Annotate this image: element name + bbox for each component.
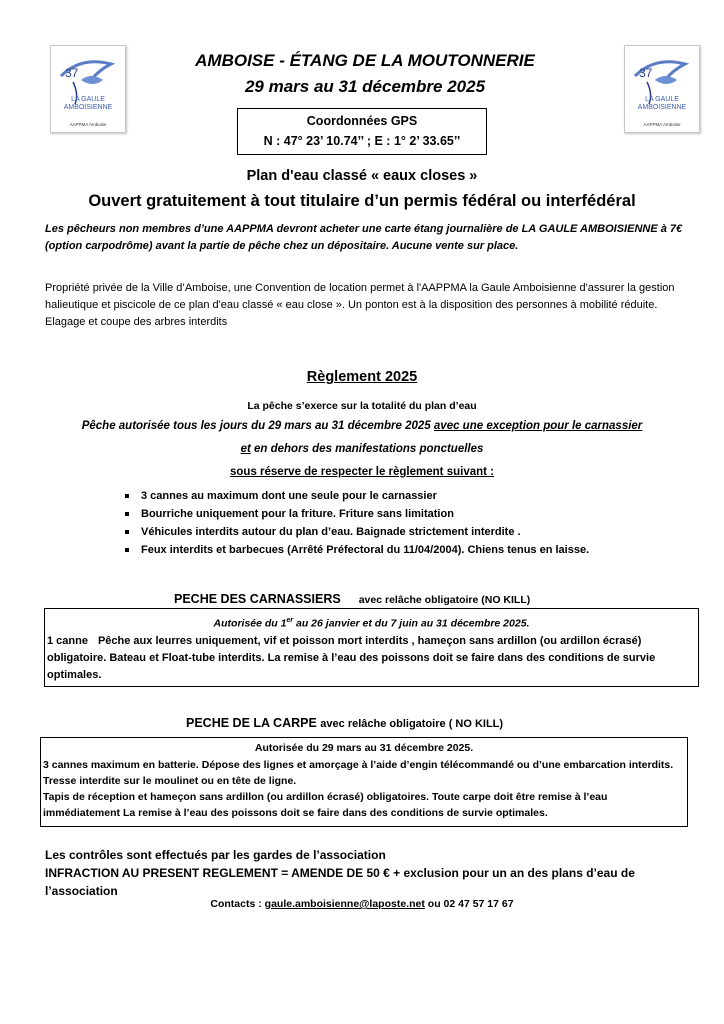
list-item: Véhicules interdits autour du plan d’eau. Baignade strictement interdite . (122, 523, 589, 541)
logo-name-line1: LA GAULE (645, 96, 679, 103)
list-item: Feux interdits et barbecues (Arrêté Préfectoral du 11/04/2004). Chiens tenus en laisse. (122, 541, 589, 559)
list-item: Bourriche uniquement pour la friture. Friture sans limitation (122, 505, 589, 523)
fish-logo-icon (625, 46, 699, 132)
list-item: 3 cannes au maximum dont une seule pour le carnassier (122, 487, 589, 505)
carpe-text2: Tapis de réception et hameçon sans ardillon (ou ardillon écrasé) obligatoires. Toute carpe doit être remise à l’eau immédiatement La remise à l’eau des poissons doit se faire dans des conditions de survie optimales. (43, 791, 608, 819)
logo-right (624, 45, 700, 133)
fish-logo-icon (51, 46, 125, 132)
logo-name-line2: AMBOISIENNE (637, 104, 687, 111)
page-dates: 29 mars au 31 décembre 2025 (244, 77, 486, 96)
gps-label: Coordonnées GPS (306, 114, 418, 128)
carpe-text1: 3 cannes maximum en batterie. Dépose des lignes et amorçage à l’aide d’engin télécommandé ou d’une embarcation interdits. Tresse interdite sur le moulinet ou en tête de ligne. (43, 759, 674, 787)
carnassiers-box (44, 608, 699, 687)
logo-number: 37 (65, 66, 79, 80)
heading-eaux-closes: Plan d'eau classé « eaux closes » (246, 168, 478, 184)
gps-value: N : 47° 23’ 10.74’’ ; E : 1° 2’ 33.65’’ (263, 134, 461, 148)
page-title: AMBOISE - ÉTANG DE LA MOUTONNERIE (195, 51, 535, 70)
carpe-title: PECHE DE LA CARPE avec relâche obligatoire ( NO KILL) (186, 716, 504, 730)
gps-box (237, 108, 487, 155)
reglement-title: Règlement 2025 (306, 369, 418, 385)
intro-paragraph: Propriété privée de la Ville d’Amboise, une Convention de location permet à l'AAPPMA la Gaule Amboisienne d'assurer la gestion halieutique et piscicole de ce plan d'eau classé « eau close ». Un ponton est à la disposition des personnes à mobilité réduite. Elagage et coupe des arbres interdits (45, 282, 675, 328)
logo-name-line2: AMBOISIENNE (63, 104, 113, 111)
logo-caption: AAPPMA Amboise (69, 122, 107, 127)
infraction-text: INFRACTION AU PRESENT REGLEMENT = AMENDE DE 50 € + exclusion pour un an des plans d’eau de l’association (45, 866, 635, 898)
contacts: Contacts : gaule.amboisienne@laposte.net ou 02 47 57 17 67 (210, 898, 514, 910)
carpe-period: Autorisée du 29 mars au 31 décembre 2025. (254, 742, 474, 754)
carnassiers-period: Autorisée du 1er au 26 janvier et du 7 juin au 31 décembre 2025. (213, 617, 530, 630)
email-link[interactable]: gaule.amboisienne@laposte.net (264, 898, 425, 910)
logo-caption: AAPPMA Amboise (643, 122, 681, 127)
logo-name-line1: LA GAULE (71, 96, 105, 103)
carnassiers-text: 1 canne Pêche aux leurres uniquement, vif et poisson mort interdits , hameçon sans ardillon (ou ardillon écrasé) obligatoire. Bateau et Float-tube interdits. La remise à l’eau des poissons doit se faire dans des conditions de survie optimales. (47, 634, 656, 681)
logo-left (50, 45, 126, 133)
reglement-line1: La pêche s’exerce sur la totalité du plan d’eau (247, 400, 477, 412)
heading-ouvert: Ouvert gratuitement à tout titulaire d’un permis fédéral ou interfédéral (88, 192, 636, 210)
notice-non-members: Les pêcheurs non membres d’une AAPPMA devront acheter une carte étang journalière de LA GAULE AMBOISIENNE à 7€ (option carpodrôme) avant la partie de pêche chez un dépositaire. Aucune vente sur place. (45, 223, 683, 252)
reglement-line4: sous réserve de respecter le règlement suivant : (230, 466, 494, 478)
reglement-line3: et en dehors des manifestations ponctuelles (240, 443, 484, 455)
rules-list (122, 487, 589, 559)
carnassiers-title: PECHE DES CARNASSIERS avec relâche obligatoire (NO KILL) (174, 592, 531, 606)
logo-number: 37 (639, 66, 653, 80)
reglement-line2: Pêche autorisée tous les jours du 29 mars au 31 décembre 2025 avec une exception pour le carnassier (81, 420, 643, 432)
carpe-box (40, 737, 688, 827)
controls-text: Les contrôles sont effectués par les gardes de l’association (45, 848, 386, 862)
